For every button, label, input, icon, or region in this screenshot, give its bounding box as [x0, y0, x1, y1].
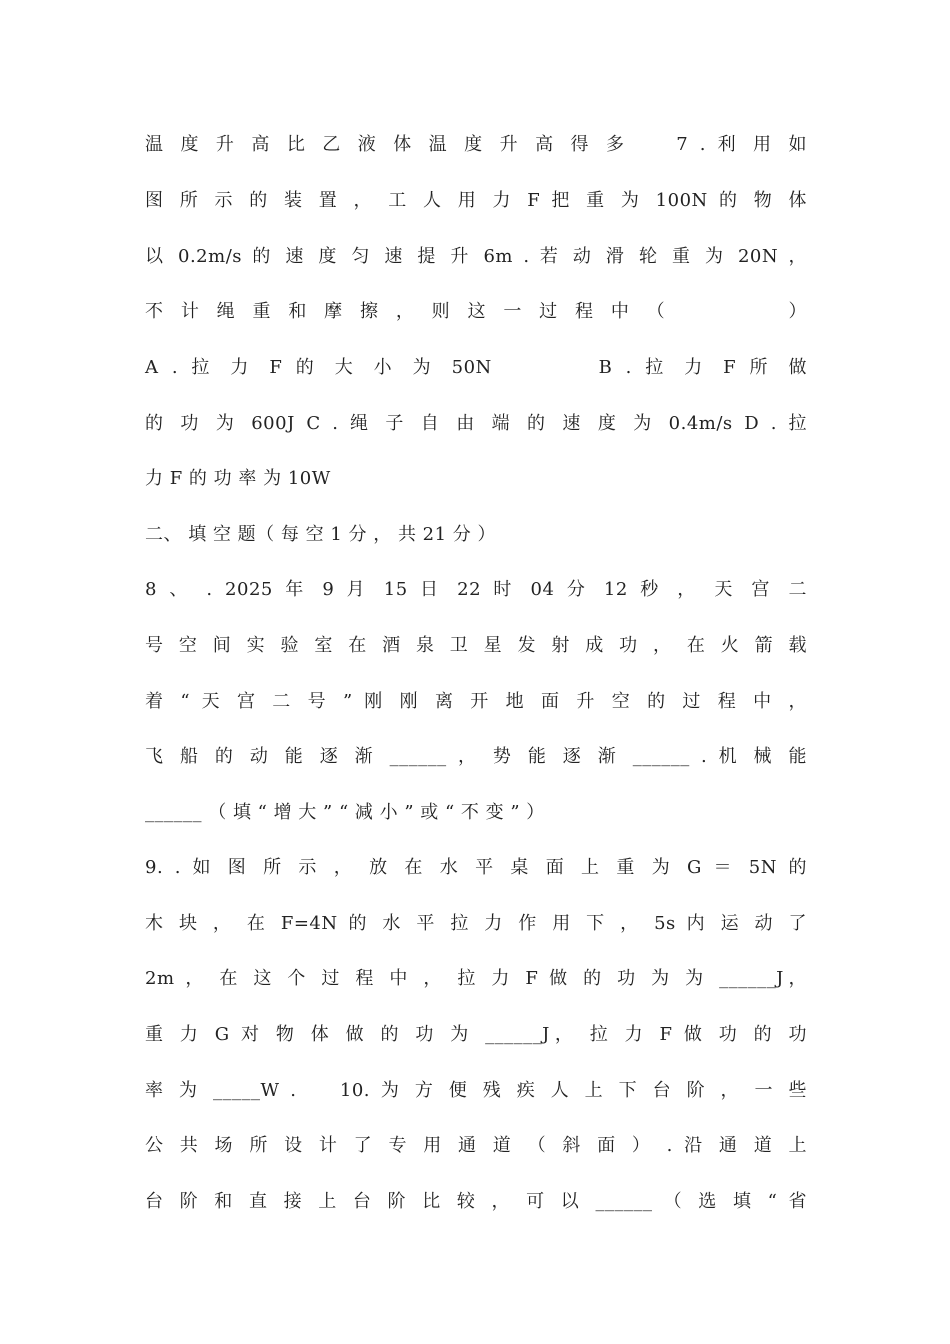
text-line: 率 为 _____W . 10. 为 方 便 残 疾 人 上 下 台 阶 ， 一 些: [145, 1080, 807, 1101]
text-line: 不 计 绳 重 和 摩 擦 ， 则 这 一 过 程 中 （ ）: [145, 301, 807, 322]
text-line: 台 阶 和 直 接 上 台 阶 比 较 ， 可 以 ______ （ 选 填 “ 省: [145, 1191, 807, 1212]
text-line: 公 共 场 所 设 计 了 专 用 通 道 （ 斜 面 ） . 沿 通 道 上: [145, 1135, 807, 1156]
text-line: 9. . 如 图 所 示 ， 放 在 水 平 桌 面 上 重 为 G ＝ 5N 的: [145, 857, 807, 878]
text-line: 2m ， 在 这 个 过 程 中 ， 拉 力 F 做 的 功 为 为 ______J，: [145, 968, 807, 989]
option-line: 的 功 为 600J C . 绳 子 自 由 端 的 速 度 为 0.4m/s D . 拉: [145, 413, 807, 434]
text-line: 号 空 间 实 验 室 在 酒 泉 卫 星 发 射 成 功 ， 在 火 箭 载: [145, 635, 807, 656]
text-line: 着 “ 天 宫 二 号 ” 刚 刚 离 开 地 面 升 空 的 过 程 中 ，: [145, 691, 807, 712]
text-line: 木 块 ， 在 F=4N 的 水 平 拉 力 作 用 下 ， 5s 内 运 动 了: [145, 913, 807, 934]
option-line: A . 拉 力 F 的 大 小 为 50N B . 拉 力 F 所 做: [145, 357, 807, 378]
section-heading: 二、 填 空 题（ 每 空 1 分 ， 共 21 分 ）: [145, 524, 497, 545]
text-line: 温 度 升 高 比 乙 液 体 温 度 升 高 得 多 7 . 利 用 如: [145, 134, 807, 155]
option-line: 力 F 的 功 率 为 10W: [145, 468, 331, 489]
text-line: 图 所 示 的 装 置 ， 工 人 用 力 F 把 重 为 100N 的 物 体: [145, 190, 807, 211]
text-line: ______ （ 填 “ 增 大 ” “ 减 小 ” 或 “ 不 变 ” ）: [145, 802, 545, 823]
text-line: 8 、 . 2025 年 9 月 15 日 22 时 04 分 12 秒 ， 天 宫 二: [145, 579, 807, 600]
text-line: 飞 船 的 动 能 逐 渐 ______ ， 势 能 逐 渐 ______ . 机 械 能: [145, 746, 807, 767]
text-line: 重 力 G 对 物 体 做 的 功 为 ______J， 拉 力 F 做 功 的 功: [145, 1024, 807, 1045]
text-line: 以 0.2m/s 的 速 度 匀 速 提 升 6m . 若 动 滑 轮 重 为 20N ，: [145, 246, 807, 267]
